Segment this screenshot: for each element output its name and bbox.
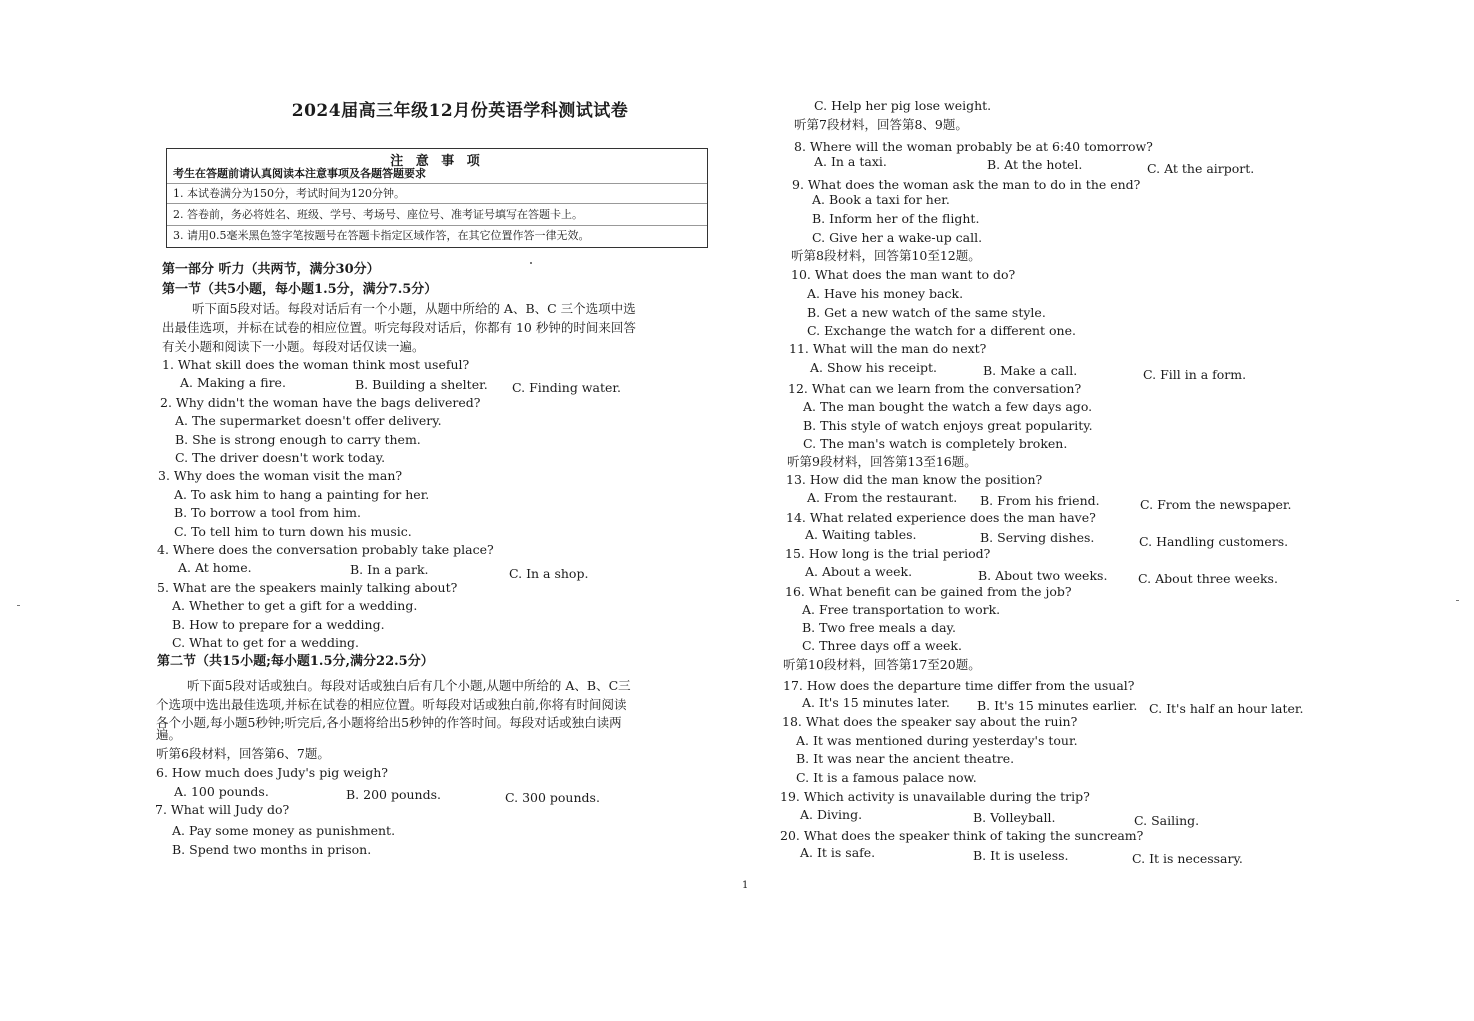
notice-divider — [167, 183, 707, 184]
option-c: C. Give her a wake-up call. — [812, 230, 983, 245]
option-c: C. 300 pounds. — [505, 790, 600, 805]
notice-divider — [167, 225, 707, 226]
question-stem: 13. How did the man know the position? — [786, 472, 1043, 487]
notice-item: 3. 请用0.5毫米黑色签字笔按题号在答题卡指定区域作答，在其它位置作答一律无效。 — [173, 229, 590, 242]
option-b: B. About two weeks. — [978, 568, 1108, 583]
option-b: B. Get a new watch of the same style. — [807, 305, 1046, 320]
question-stem: 1. What skill does the woman think most useful? — [162, 357, 470, 372]
question-stem: 10. What does the man want to do? — [791, 267, 1016, 282]
question-stem: 9. What does the woman ask the man to do in the end? — [792, 177, 1141, 192]
option-c: C. The man's watch is completely broken. — [803, 436, 1068, 451]
option-b: B. Spend two months in prison. — [172, 842, 372, 857]
option-b: B. Two free meals a day. — [802, 620, 956, 635]
notice-box — [166, 148, 708, 248]
option-b: B. It's 15 minutes earlier. — [977, 698, 1138, 713]
section-heading: 第二节（共15小题;每小题1.5分,满分22.5分） — [157, 654, 434, 669]
material-heading: 听第7段材料，回答第8、9题。 — [794, 117, 968, 132]
option-c: C. The driver doesn't work today. — [175, 450, 386, 465]
option-c: C. It is a famous palace now. — [796, 770, 977, 785]
option-a: A. Whether to get a gift for a wedding. — [172, 598, 418, 613]
section-heading: 第一节（共5小题，每小题1.5分，满分7.5分） — [162, 282, 438, 297]
scan-speck — [17, 605, 20, 606]
scan-speck — [1456, 600, 1459, 601]
page-number: 1 — [742, 880, 749, 891]
option-c: C. About three weeks. — [1138, 571, 1278, 586]
option-b: B. She is strong enough to carry them. — [175, 432, 421, 447]
material-heading: 听第10段材料，回答第17至20题。 — [783, 657, 981, 672]
notice-item: 2. 答卷前，务必将姓名、班级、学号、考场号、座位号、准考证号填写在答题卡上。 — [173, 208, 583, 221]
option-a: A. Pay some money as punishment. — [172, 823, 396, 838]
option-b: B. Building a shelter. — [355, 377, 488, 392]
option-c: C. Exchange the watch for a different one. — [807, 323, 1076, 338]
section-instruction: 出最佳选项，并标在试卷的相应位置。听完每段对话后，你都有 10 秒钟的时间来回答 — [162, 320, 636, 335]
option-b: B. Make a call. — [983, 363, 1078, 378]
option-c: C. Sailing. — [1134, 813, 1200, 828]
section-instruction: 有关小题和阅读下一小题。每段对话仅读一遍。 — [162, 339, 425, 354]
option-a: A. Show his receipt. — [810, 360, 937, 375]
option-a: A. In a taxi. — [814, 154, 887, 169]
option-a: A. Have his money back. — [807, 286, 964, 301]
part-heading: 第一部分 听力（共两节，满分30分） — [162, 262, 380, 277]
option-c: C. It's half an hour later. — [1149, 701, 1304, 716]
option-b: B. Inform her of the flight. — [812, 211, 980, 226]
section-instruction: 遍。 — [156, 727, 182, 742]
option-c: C. In a shop. — [509, 566, 589, 581]
option-a: A. From the restaurant. — [807, 490, 958, 505]
question-stem: 7. What will Judy do? — [155, 802, 290, 817]
question-stem: 16. What benefit can be gained from the job? — [785, 584, 1072, 599]
material-heading: 听第8段材料，回答第10至12题。 — [791, 248, 981, 263]
option-a: A. The man bought the watch a few days ago. — [803, 399, 1093, 414]
option-a: A. Free transportation to work. — [802, 602, 1001, 617]
option-c: C. From the newspaper. — [1140, 497, 1292, 512]
question-stem: 14. What related experience does the man have? — [786, 510, 1096, 525]
option-b: B. It was near the ancient theatre. — [796, 751, 1015, 766]
scan-speck — [530, 262, 532, 264]
option-a: A. About a week. — [805, 564, 913, 579]
question-stem: 2. Why didn't the woman have the bags delivered? — [160, 395, 481, 410]
section-instruction: 听下面5段对话。每段对话后有一个小题，从题中所给的 A、B、C 三个选项中选 — [192, 301, 636, 316]
option-b: B. Serving dishes. — [980, 530, 1095, 545]
option-b: B. To borrow a tool from him. — [174, 505, 361, 520]
option-a: A. It was mentioned during yesterday's tour. — [796, 733, 1078, 748]
option-b: B. From his friend. — [980, 493, 1100, 508]
question-stem: 17. How does the departure time differ from the usual? — [783, 678, 1135, 693]
option-a: A. 100 pounds. — [174, 784, 269, 799]
option-c: C. Fill in a form. — [1143, 367, 1247, 382]
question-stem: 12. What can we learn from the conversation? — [788, 381, 1082, 396]
option-a: A. Making a fire. — [180, 375, 286, 390]
option-c: C. Finding water. — [512, 380, 621, 395]
option-c: C. Three days off a week. — [802, 638, 962, 653]
section-instruction: 各个小题,每小题5秒钟;听完后,各小题将给出5秒钟的作答时间。每段对话或独白读两 — [156, 715, 622, 730]
option-a: A. It's 15 minutes later. — [802, 695, 950, 710]
question-stem: 8. Where will the woman probably be at 6:40 tomorrow? — [794, 139, 1153, 154]
material-heading: 听第6段材料，回答第6、7题。 — [156, 746, 330, 761]
option-c: C. It is necessary. — [1132, 851, 1243, 866]
material-heading: 听第9段材料，回答第13至16题。 — [787, 454, 977, 469]
option-a: A. Diving. — [800, 807, 863, 822]
option-a: A. Book a taxi for her. — [812, 192, 950, 207]
option-c: C. To tell him to turn down his music. — [174, 524, 412, 539]
option-a: A. It is safe. — [800, 845, 876, 860]
question-stem: 19. Which activity is unavailable during the trip? — [780, 789, 1090, 804]
question-stem: 11. What will the man do next? — [789, 341, 987, 356]
question-stem: 3. Why does the woman visit the man? — [158, 468, 403, 483]
question-stem: 20. What does the speaker think of taking the suncream? — [780, 828, 1144, 843]
option-b: B. How to prepare for a wedding. — [172, 617, 385, 632]
section-instruction: 个选项中选出最佳选项,并标在试卷的相应位置。听每段对话或独白前,你将有时间阅读 — [156, 697, 627, 712]
option-b: B. Volleyball. — [973, 810, 1056, 825]
option-c: C. What to get for a wedding. — [172, 635, 359, 650]
question-stem: 15. How long is the trial period? — [785, 546, 991, 561]
question-stem: 4. Where does the conversation probably take place? — [157, 542, 494, 557]
option-b: B. This style of watch enjoys great popularity. — [803, 418, 1093, 433]
option-c: C. Help her pig lose weight. — [814, 98, 992, 113]
notice-item: 1. 本试卷满分为150分，考试时间为120分钟。 — [173, 187, 405, 200]
notice-heading: 注 意 事 项 — [390, 154, 484, 169]
notice-intro: 考生在答题前请认真阅读本注意事项及各题答题要求 — [173, 167, 426, 180]
notice-divider — [167, 203, 707, 204]
option-a: A. The supermarket doesn't offer delivery. — [175, 413, 442, 428]
option-a: A. To ask him to hang a painting for her. — [174, 487, 430, 502]
section-instruction: 听下面5段对话或独白。每段对话或独白后有几个小题,从题中所给的 A、B、C三 — [187, 678, 631, 693]
option-a: A. Waiting tables. — [805, 527, 917, 542]
question-stem: 6. How much does Judy's pig weigh? — [156, 765, 389, 780]
option-b: B. 200 pounds. — [346, 787, 441, 802]
question-stem: 18. What does the speaker say about the ruin? — [782, 714, 1078, 729]
option-b: B. At the hotel. — [987, 157, 1083, 172]
exam-title: 2024届高三年级12月份英语学科测试试卷 — [291, 101, 629, 121]
question-stem: 5. What are the speakers mainly talking about? — [157, 580, 458, 595]
option-b: B. In a park. — [350, 562, 429, 577]
option-c: C. At the airport. — [1147, 161, 1255, 176]
option-c: C. Handling customers. — [1139, 534, 1289, 549]
option-b: B. It is useless. — [973, 848, 1069, 863]
option-a: A. At home. — [178, 560, 252, 575]
